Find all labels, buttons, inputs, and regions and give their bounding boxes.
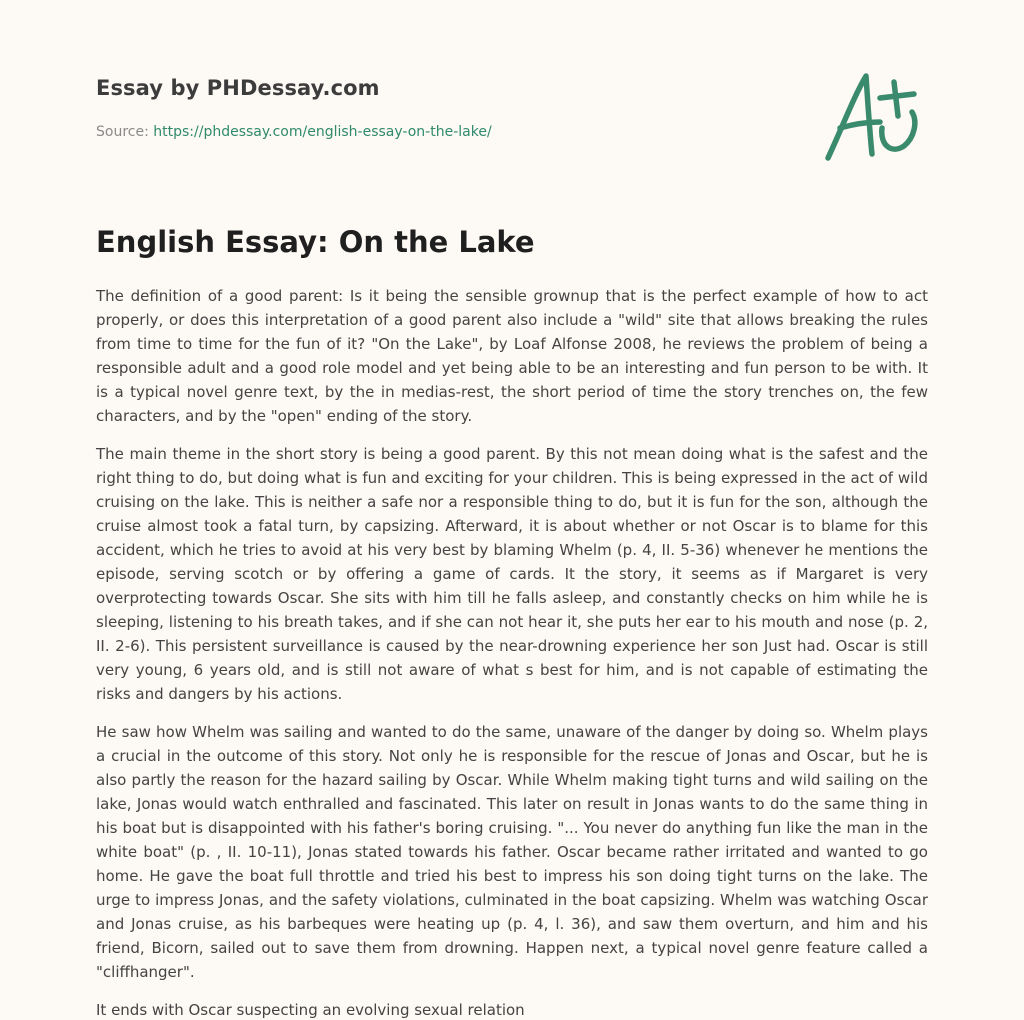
essay-paragraph: The definition of a good parent: Is it being the sensible grownup that is the perfect example of how to act properly, or does this interpretation of a good parent also include a "wild" site that allows breaking the rules from time to time for the fun of it? "On the Lake", by Loaf Alfonse 2008, he reviews the problem of being a responsible adult and a good role model and yet being able to be an interesting and fun person to be with. It is a typical novel genre text, by the in medias-rest, the short period of time the story trenches on, the few characters, and by the "open" ending of the story. [96,287,928,425]
essay-paragraph: He saw how Whelm was sailing and wanted to do the same, unaware of the danger by doing so. Whelm plays a crucial in the outcome of this story. Not only he is responsible for the rescue of Jonas and Oscar, but he is also partly the reason for the hazard sailing by Oscar. While Whelm making tight turns and wild sailing on the lake, Jonas would watch enthralled and fascinated. This later on result in Jonas wants to do the same thing in his boat but is disappointed with his father's boring cruising. "... You never do anything fun like the man in the white boat" (p. , II. 10-11), Jonas stated towards his father. Oscar became rather irritated and wanted to go home. He gave the boat full throttle and tried his best to impress his son doing tight turns on the lake. The urge to impress Jonas, and the safety violations, culminated in the boat capsizing. Whelm was watching Oscar and Jonas cruise, as his barbeques were heating up (p. 4, l. 36), and saw them overturn, and him and his friend, Bicorn, sailed out to save them from drowning. Happen next, a typical novel genre feature called a "cliffhanger". [96,723,928,981]
source-line [96,124,492,140]
source-link[interactable]: https://phdessay.com/english-essay-on-the-lake/ [153,124,492,140]
essay-title: English Essay: On the Lake [96,225,535,259]
source-label: Source: [96,124,154,140]
essay-body [96,284,928,1020]
essay-paragraph: The main theme in the short story is being a good parent. By this not mean doing what is the safest and the right thing to do, but doing what is fun and exciting for your children. This is being expressed in the act of wild cruising on the lake. This is neither a safe nor a responsible thing to do, but it is fun for the son, although the cruise almost took a fatal turn, by capsizing. Afterward, it is about whether or not Oscar is to blame for this accident, which he tries to avoid at his very best by blaming Whelm (p. 4, II. 5-36) whenever he mentions the episode, serving scotch or by offering a game of cards. It the story, it seems as if Margaret is very overprotecting towards Oscar. She sits with him till he falls asleep, and constantly checks on him while he is sleeping, listening to his breath takes, and if she can not hear it, she puts her ear to his mouth and nose (p. 2, II. 2-6). This persistent surveillance is caused by the near-drowning experience her son Just had. Oscar is still very young, 6 years old, and is still not aware of what s best for him, and is not capable of estimating the risks and dangers by his actions. [96,445,928,703]
a-plus-grade-icon [818,66,928,166]
site-brand: Essay by PHDessay.com [96,76,380,100]
essay-paragraph: It ends with Oscar suspecting an evolving sexual relation [96,1001,525,1019]
